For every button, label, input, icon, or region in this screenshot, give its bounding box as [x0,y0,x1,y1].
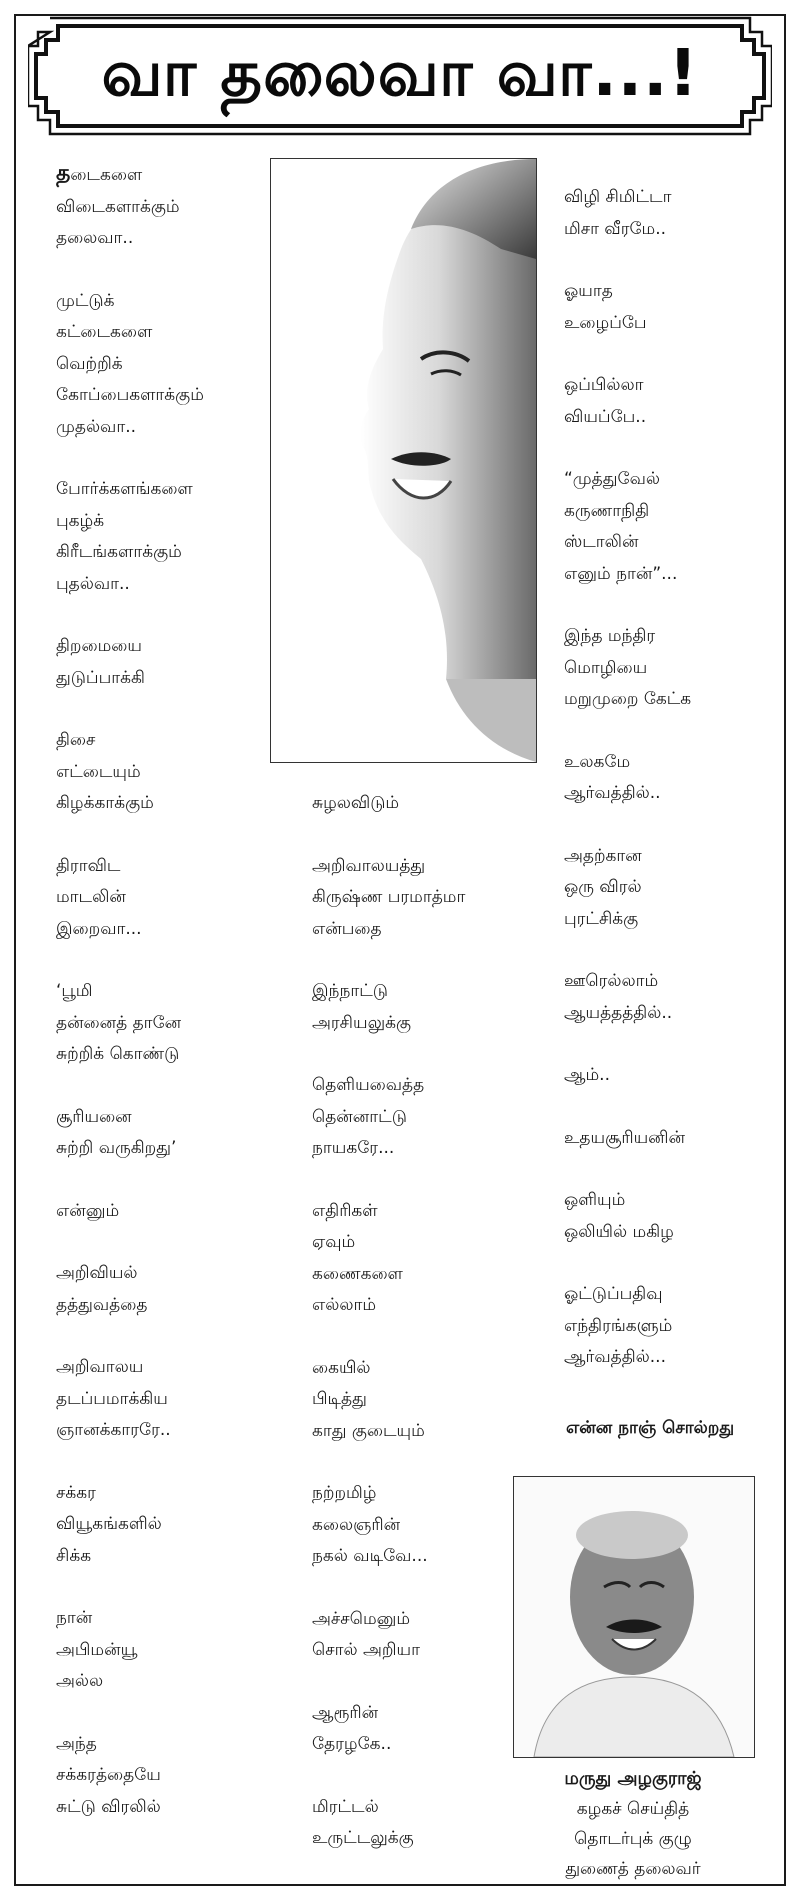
verse-line: அறிவாலயத்து [312,855,426,876]
verse-line: காது குடையும் [312,1420,425,1441]
stanza [564,276,774,339]
verse-line: திறமையை [56,636,142,656]
stanza [564,621,774,716]
verse-line: சுற்றி வருகிறது’ [56,1138,177,1158]
verse-line: மறுமுறை கேட்க [564,689,692,709]
verse-line: இறைவா... [56,918,142,939]
verse-line: புகழ்க் [56,510,105,531]
verse-line: உருட்டலுக்கு [312,1828,414,1848]
verse-line: கணைகளை [312,1263,403,1284]
stanza [312,1478,512,1573]
verse-line: ஞானக்காரரே.. [56,1420,171,1440]
verse-line: எந்திரங்களும் [564,1315,673,1336]
verse-line: இந்நாட்டு [312,981,388,1001]
stanza [312,1604,512,1667]
verse-line: கிழக்காக்கும் [56,793,154,813]
stanza [564,1060,774,1092]
stanza [56,474,286,600]
verse-line: வியூகங்களில் [56,1514,162,1534]
verse-line: எனும் நான்”... [564,563,678,584]
verse-line: ஓயாத [564,281,613,301]
verse-line: ஆரூரின் [312,1702,379,1723]
verse-line: எல்லாம் [312,1295,377,1315]
author-photo [513,1476,755,1758]
stanza [56,1102,286,1165]
verse-line: ஓட்டுப்பதிவு [564,1284,663,1304]
right-column [564,182,774,1405]
stanza [564,182,774,245]
verse-line: “முத்துவேல் [564,469,660,489]
verse-line: ஆம்.. [564,1065,610,1085]
author-role-line: தொடர்புக் குழு [574,1829,692,1849]
verse-line: உழைப்பே [564,312,647,333]
stanza [564,1279,774,1374]
verse-line: போர்க்களங்களை [56,479,193,499]
verse-line: திராவிட [56,855,121,876]
verse-line: பிடித்து [312,1389,367,1409]
verse-line: சக்கர [56,1482,96,1503]
stanza [56,631,286,694]
stanza [56,286,286,444]
verse-text: டைகளை [70,165,143,185]
author-role-line: கழகச் செய்தித் [576,1799,690,1819]
verse-line: ஆர்வத்தில்.. [564,783,661,803]
verse-line: தேரழகே.. [312,1734,392,1754]
stanza [312,1196,512,1322]
stanza [312,1792,512,1855]
verse-line: அல்ல [56,1671,104,1691]
verse-line: சுட்டு விரலில் [56,1796,161,1817]
verse-line: தலைவா.. [56,228,134,248]
author-role-line: துணைத் தலைவர் [565,1859,701,1879]
verse-line: அச்சமெனும் [312,1608,411,1629]
verse-line: ‘பூமி [56,981,93,1001]
stanza [56,1196,286,1228]
leader-portrait-image [270,158,537,763]
verse-line: கட்டைகளை [56,322,153,342]
verse-line: சொல் அறியா [312,1640,421,1660]
stanza [312,1070,512,1165]
page-title: வா தலைவா வா...! [101,37,699,111]
verse-line: சூரியனை [56,1106,132,1127]
verse-line: என்பதை [312,918,382,939]
stanza [56,725,286,820]
stanza [564,464,774,590]
middle-column [312,788,512,1886]
verse-line: அறிவியல் [56,1263,138,1283]
verse-line: கலைஞரின் [312,1514,401,1535]
stanza [56,976,286,1071]
verse-line: கருணாநிதி [564,500,650,521]
verse-line: ஸ்டாலின் [564,532,639,552]
stanza [56,1478,286,1573]
verse-line: தெளியவைத்த [312,1075,425,1095]
verse-line: திசை [56,730,96,750]
verse-line: அபிமன்யூ [56,1639,138,1660]
stanza [56,1258,286,1321]
verse-line: நற்றமிழ் [312,1483,377,1503]
verse-line: தென்னாட்டு [312,1106,407,1127]
verse-line: நாயகரே... [312,1138,395,1158]
stanza [312,1698,512,1761]
verse-line: முட்டுக் [56,290,115,311]
verse-line: ஏவும் [312,1232,356,1252]
verse-line: நான் [56,1608,93,1628]
byline: என்ன நாஞ் சொல்றது [566,1418,735,1438]
verse-line: வெற்றிக் [56,353,123,374]
verse-line: கையில் [312,1357,371,1378]
verse-line: நகல் வடிவே... [312,1546,428,1566]
stanza [312,788,512,820]
author-photo-sketch [514,1477,754,1757]
verse-line: தத்துவத்தை [56,1294,148,1315]
stanza [56,1729,286,1824]
verse-line: ஊரெல்லாம் [564,971,659,991]
verse-line: அந்த [56,1733,97,1754]
verse-line: எதிரிகள் [312,1200,378,1221]
verse-line: அரசியலுக்கு [312,1012,411,1033]
stanza [564,841,774,936]
portrait-sketch [271,159,536,762]
verse-line: அறிவாலய [56,1357,144,1377]
stanza [56,158,286,255]
verse-line: கிருஷ்ண பரமாத்மா [312,887,466,907]
verse-line: தன்னைத் தானே [56,1012,182,1033]
verse-line: மாடலின் [56,887,126,907]
verse-line: சக்கரத்தையே [56,1765,161,1785]
verse-line [56,158,286,192]
verse-line: இந்த மந்திர [564,626,656,646]
verse-line: விழி சிமிட்டா [564,187,672,207]
stanza [564,370,774,433]
stanza [56,1603,286,1698]
stanza [56,851,286,946]
stanza [312,851,512,946]
verse-line: என்னும் [56,1200,120,1221]
stanza [564,966,774,1029]
verse-line: கோப்பைகளாக்கும் [56,385,204,405]
verse-line: எட்டையும் [56,761,141,782]
verse-line: விடைகளாக்கும் [56,196,180,217]
stanza [564,747,774,810]
verse-line: வியப்பே.. [564,406,647,427]
verse-line: ஆயத்தத்தில்.. [564,1002,673,1023]
left-column [56,158,286,1854]
verse-line: கிரீடங்களாக்கும் [56,542,182,562]
stanza [564,1185,774,1248]
verse-line: மொழியை [564,657,648,678]
verse-line: புரட்சிக்கு [564,908,639,929]
verse-line: ஒரு விரல் [564,877,642,897]
verse-line: மிசா வீரமே.. [564,218,667,239]
stanza [56,1352,286,1447]
verse-line: சுற்றிக் கொண்டு [56,1044,180,1064]
title-banner [28,6,772,146]
verse-line: மிரட்டல் [312,1796,379,1817]
verse-line: உலகமே [564,751,631,772]
verse-line: ஆர்வத்தில்... [564,1347,666,1367]
verse-line: முதல்வா.. [56,416,137,437]
stanza [312,976,512,1039]
author-credit [513,1764,753,1884]
verse-line: துடுப்பாக்கி [56,667,145,688]
drop-cap: த [56,161,71,186]
verse-line: அதற்கான [564,845,642,866]
stanza [312,1353,512,1448]
verse-line: சுழலவிடும் [312,793,400,813]
verse-line: புதல்வா.. [56,573,130,594]
verse-line: சிக்க [56,1545,92,1566]
stanza [564,1123,774,1155]
verse-line: ஒப்பில்லா [564,375,644,395]
verse-line: ஒளியும் [564,1190,626,1210]
author-name: மருது அழகுராஜ் [564,1768,702,1789]
verse-line: ஒலியில் மகிழ [564,1221,674,1242]
verse-line: உதயசூரியனின் [564,1127,685,1148]
verse-line: தடப்பமாக்கிய [56,1388,168,1409]
